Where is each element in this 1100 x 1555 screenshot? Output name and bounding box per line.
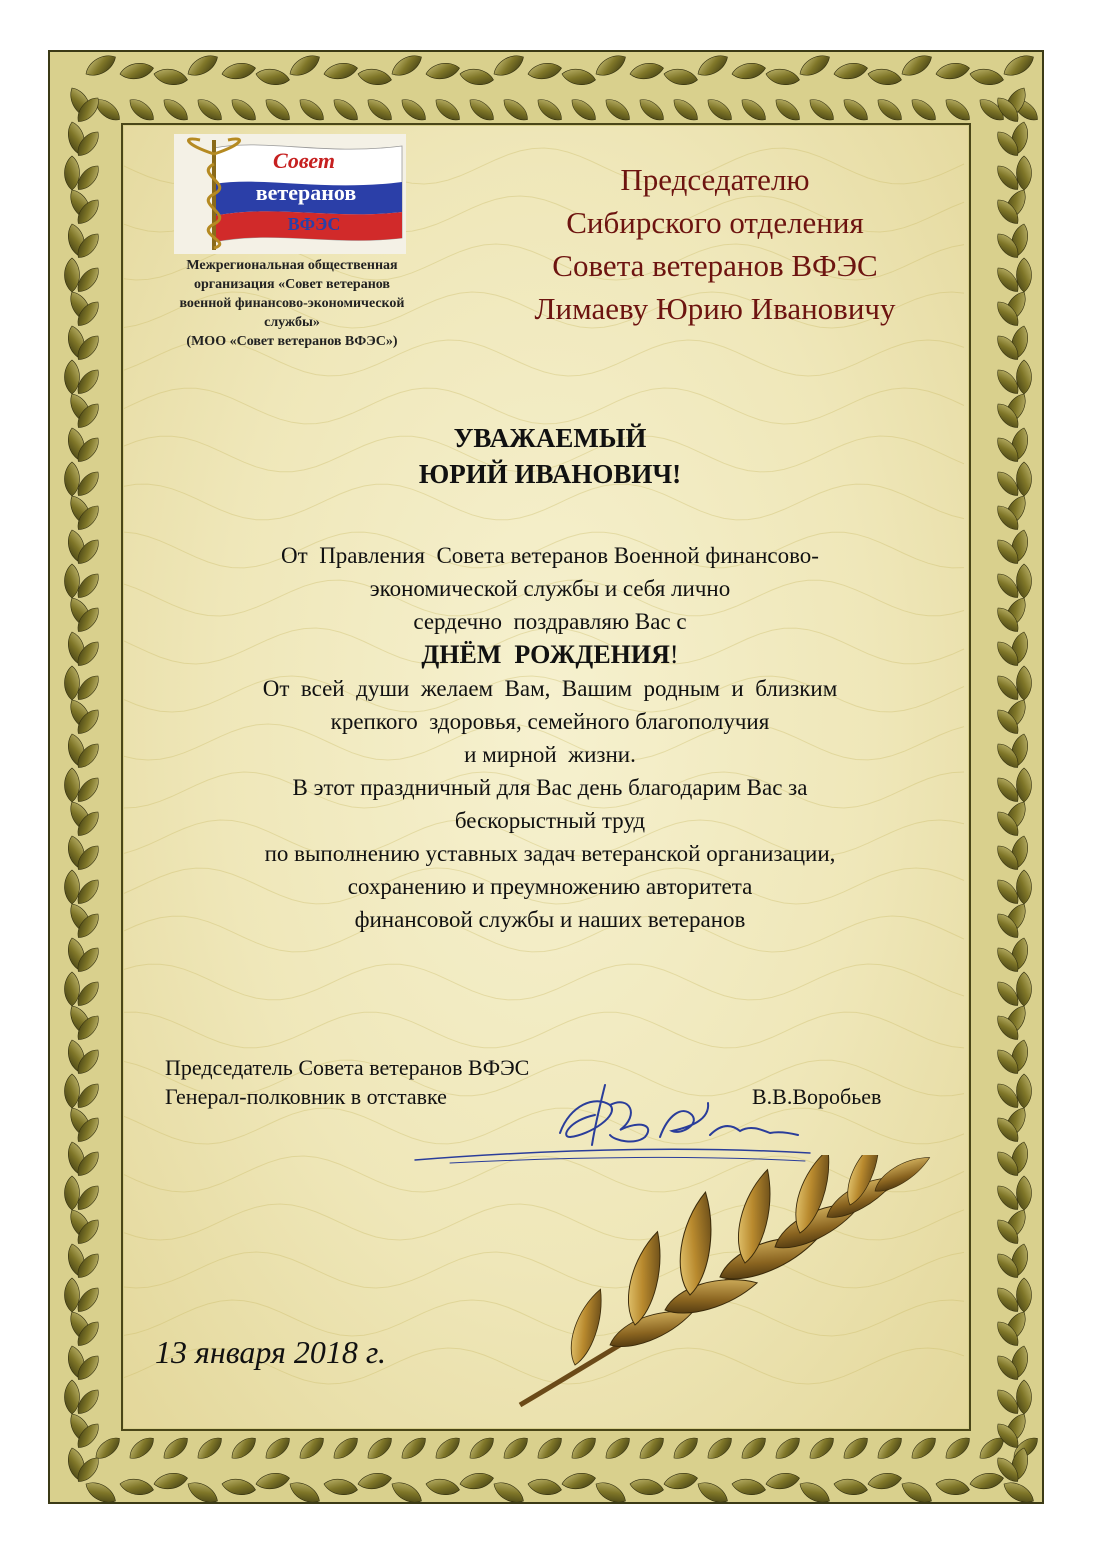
- greeting-body: [140, 539, 960, 936]
- org-line: (МОО «Совет ветеранов ВФЭС»): [186, 334, 398, 349]
- signatory-name: В.В.Воробьев: [752, 1084, 882, 1109]
- org-line: организация «Совет ветеранов: [194, 277, 390, 292]
- org-line: службы»: [264, 315, 320, 330]
- body-line: и мирной жизни.: [464, 742, 636, 767]
- logo-word-1: Совет: [273, 148, 335, 173]
- addressee-line: Сибирского отделения: [566, 205, 864, 240]
- signatory-title: Председатель Совета ветеранов ВФЭС: [165, 1055, 530, 1080]
- document-date: 13 января 2018 г.: [155, 1334, 386, 1370]
- body-line: От всей души желаем Вам, Вашим родным и близким: [262, 676, 838, 701]
- body-line: экономической службы и себя лично: [369, 576, 731, 601]
- golden-laurel-branch-icon: [515, 1155, 935, 1415]
- body-line: финансовой службы и наших ветеранов: [354, 907, 746, 932]
- body-line: От Правления Совета ветеранов Военной финансово-: [281, 543, 819, 568]
- addressee-line: Совета ветеранов ВФЭС: [552, 248, 878, 283]
- salutation-line-1: УВАЖАЕМЫЙ: [453, 423, 647, 453]
- salutation: [250, 420, 850, 492]
- salutation-line-2: ЮРИЙ ИВАНОВИЧ!: [418, 459, 682, 489]
- body-line: по выполнению уставных задач ветеранской организации,: [264, 841, 836, 866]
- organization-name: [138, 256, 446, 351]
- birthday-exclamation: !: [669, 640, 679, 669]
- body-line: бескорыстный труд: [454, 808, 646, 833]
- body-line: В этот праздничный для Вас день благодарим Вас за: [292, 775, 808, 800]
- addressee-line: Председателю: [620, 162, 810, 197]
- addressee: [490, 158, 940, 330]
- signatory-rank: Генерал-полковник в отставке: [165, 1084, 447, 1109]
- birthday-heading: ДНЁМ РОЖДЕНИЯ: [421, 640, 670, 669]
- body-line: сердечно поздравляю Вас с: [413, 609, 687, 634]
- body-line: крепкого здоровья, семейного благополучия: [330, 709, 770, 734]
- birthday-line: [140, 638, 960, 672]
- org-line: военной финансово-экономической: [179, 296, 405, 311]
- logo-word-2: ветеранов: [255, 180, 357, 205]
- org-line: Межрегиональная общественная: [186, 258, 398, 273]
- body-line: сохранению и преумножению авторитета: [347, 874, 753, 899]
- logo-word-3: ВФЭС: [287, 214, 341, 234]
- council-logo-icon: [174, 134, 406, 254]
- addressee-line: Лимаеву Юрию Ивановичу: [534, 291, 896, 326]
